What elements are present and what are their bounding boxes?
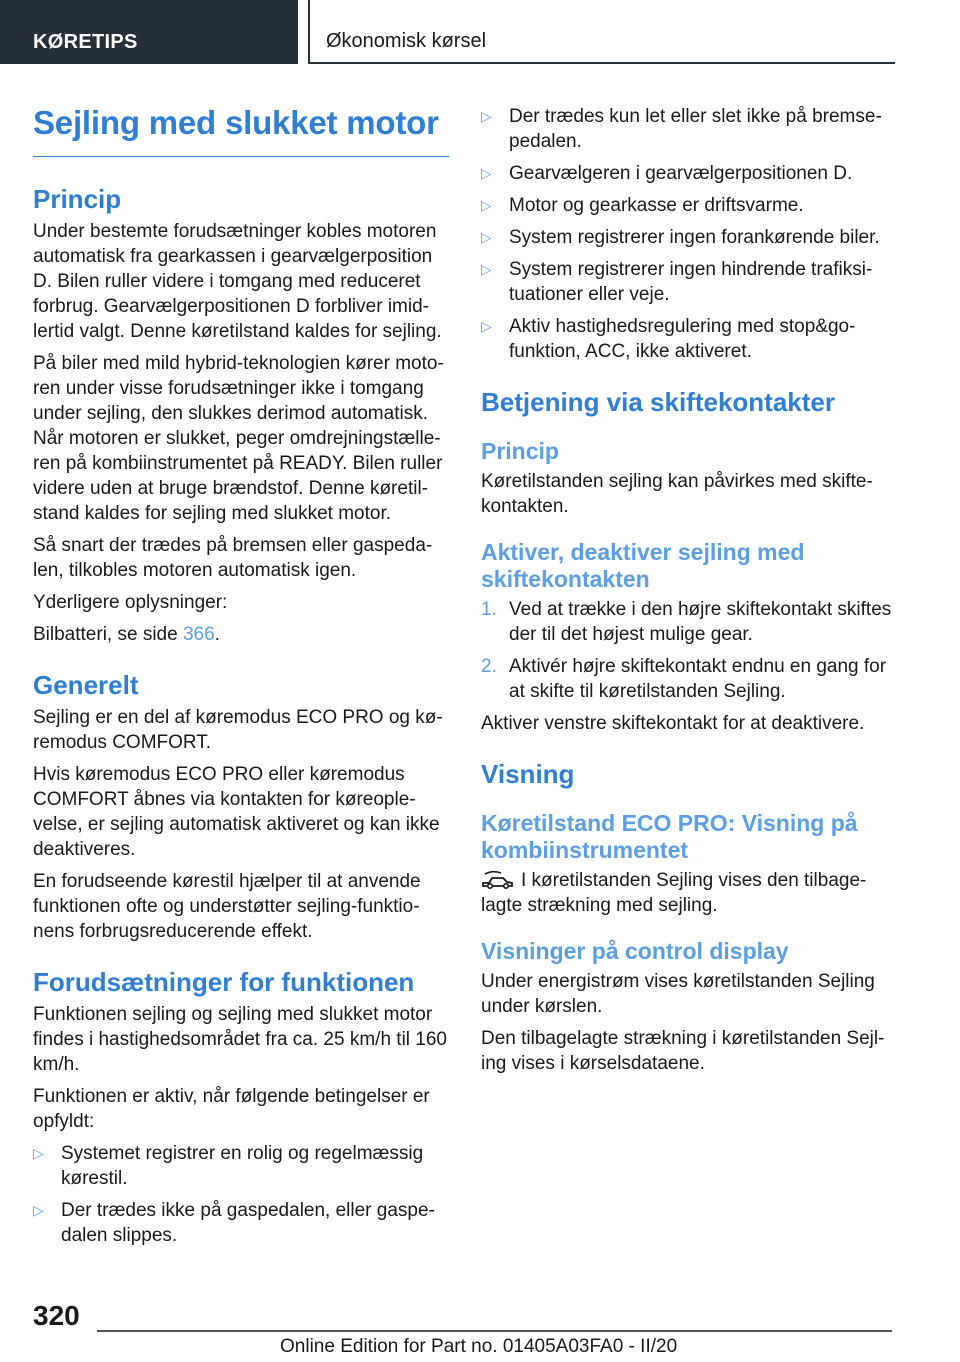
eco-text: I køretilstanden Sejling vises den tilbagelagte strækning med sejling.	[481, 870, 867, 916]
triangle-bullet-icon: ▷	[33, 1202, 44, 1218]
list-item-text: Aktiv hastighedsregulering med stop&go-funktion, ACC, ikke aktiveret.	[509, 316, 856, 362]
footer-edition: Online Edition for Part no. 01405A03FA0 - II/20	[280, 1336, 678, 1357]
heading-visning: Visning	[481, 759, 575, 789]
list-item-text: Gearvælgeren i gearvælgerpositionen D.	[509, 163, 853, 184]
right-column	[481, 104, 897, 1083]
list-item	[481, 161, 897, 186]
paragraph: Funktionen sejling og sejling med slukket motor findes i hastighedsområdet fra ca. 25 km/h til 160 km/h.	[33, 1004, 448, 1075]
steps-list	[481, 597, 897, 704]
list-item-text: Systemet registrer en rolig og regelmæssig kørestil.	[61, 1143, 424, 1189]
heading-princip: Princip	[33, 184, 122, 214]
list-item	[33, 1141, 449, 1191]
list-item-text: System registrerer ingen forankørende biler.	[509, 227, 880, 248]
triangle-bullet-icon: ▷	[481, 229, 492, 245]
left-column	[33, 100, 449, 1255]
heading-betjening: Betjening via skiftekontakter	[481, 387, 835, 417]
heading-generelt: Generelt	[33, 670, 139, 700]
paragraph: Aktiver venstre skiftekontakt for at deaktivere.	[481, 713, 865, 734]
paragraph: Yderligere oplysninger:	[33, 592, 228, 613]
list-item	[481, 314, 897, 364]
step-text: Ved at trække i den højre skiftekontakt skiftes der til det højest mulige gear.	[509, 599, 892, 645]
heading-aktiver: Aktiver, deaktiver sejling med skiftekontakten	[481, 539, 805, 592]
heading-control-display: Visninger på control display	[481, 938, 789, 964]
step-item	[481, 654, 897, 704]
step-item	[481, 597, 897, 647]
step-number: 1.	[481, 599, 497, 620]
page-title: Sejling med slukket motor	[33, 100, 449, 157]
list-item-text: Der trædes kun let eller slet ikke på bremsepedalen.	[509, 106, 882, 152]
reference-text: Bilbatteri, se side	[33, 624, 183, 645]
paragraph: En forudseende kørestil hjælper til at anvende funktionen ofte og understøtter sejling-funktionens forbrugsreducerende effekt.	[33, 871, 421, 942]
heading-princip-sub: Princip	[481, 438, 559, 464]
paragraph: Hvis køremodus ECO PRO eller køremodus COMFORT åbnes via kontakten for køreoplevelse, er sejling automatisk aktiveret og kan ikke deaktiveres.	[33, 764, 440, 860]
list-item	[481, 104, 897, 154]
heading-eco-pro: Køretilstand ECO PRO: Visning på kombiinstrumentet	[481, 810, 858, 863]
paragraph: Sejling er en del af køremodus ECO PRO og køremodus COMFORT.	[33, 707, 443, 753]
paragraph: På biler med mild hybrid-teknologien kører motoren under visse forudsætninger ikke i tomgang under sejling, den slukkes derimod automatisk. Når motoren er slukket, peger omdrejningstælleren på kombiinstrumentet på READY. Bilen ruller videre uden at bruge brændstof. Denne køretilstand kaldes for sejling med slukket motor.	[33, 353, 444, 524]
step-number: 2.	[481, 656, 497, 677]
heading-forudsaetninger: Forudsætninger for funktionen	[33, 967, 415, 997]
coasting-car-icon	[481, 869, 515, 889]
header-subsection-label: Økonomisk kørsel	[310, 0, 895, 62]
list-item	[481, 257, 897, 307]
reference-end: .	[214, 624, 220, 645]
list-item-text: System registrerer ingen hindrende trafiksituationer eller veje.	[509, 259, 873, 305]
reference-paragraph	[33, 622, 449, 647]
page-link[interactable]: 366	[182, 624, 215, 645]
page-number: 320	[33, 1300, 80, 1331]
list-item	[481, 225, 897, 250]
triangle-bullet-icon: ▷	[481, 108, 492, 124]
paragraph: Under bestemte forudsætninger kobles motoren automatisk fra gearkassen i gearvælgerposition D. Bilen ruller videre i tomgang med reduceret forbrug. Gearvælgerpositionen D forbliver imidlertid valgt. Denne køretilstand kaldes for sejling.	[33, 221, 442, 342]
list-item	[481, 193, 897, 218]
triangle-bullet-icon: ▷	[33, 1145, 44, 1161]
footer-divider	[97, 1330, 892, 1332]
header-subsection-box	[308, 0, 895, 64]
list-item-text: Motor og gearkasse er driftsvarme.	[509, 195, 804, 216]
step-text: Aktivér højre skiftekontakt endnu en gang for at skifte til køretilstanden Sejling.	[509, 656, 887, 702]
paragraph: Den tilbagelagte strækning i køretilstanden Sejling vises i kørselsdataene.	[481, 1028, 885, 1074]
list-item	[33, 1198, 449, 1248]
triangle-bullet-icon: ▷	[481, 165, 492, 181]
paragraph: Så snart der trædes på bremsen eller gaspedalen, tilkobles motoren automatisk igen.	[33, 535, 433, 581]
paragraph: Funktionen er aktiv, når følgende betingelser er opfyldt:	[33, 1086, 430, 1132]
triangle-bullet-icon: ▷	[481, 197, 492, 213]
condition-list	[33, 1141, 449, 1248]
paragraph: Køretilstanden sejling kan påvirkes med skiftekontakten.	[481, 471, 873, 517]
eco-paragraph	[481, 868, 897, 918]
paragraph: Under energistrøm vises køretilstanden Sejling under kørslen.	[481, 971, 875, 1017]
triangle-bullet-icon: ▷	[481, 261, 492, 277]
header-section-label: KØRETIPS	[0, 0, 298, 64]
condition-list-continued	[481, 104, 897, 364]
list-item-text: Der trædes ikke på gaspedalen, eller gaspedalen slippes.	[61, 1200, 435, 1246]
triangle-bullet-icon: ▷	[481, 318, 492, 334]
